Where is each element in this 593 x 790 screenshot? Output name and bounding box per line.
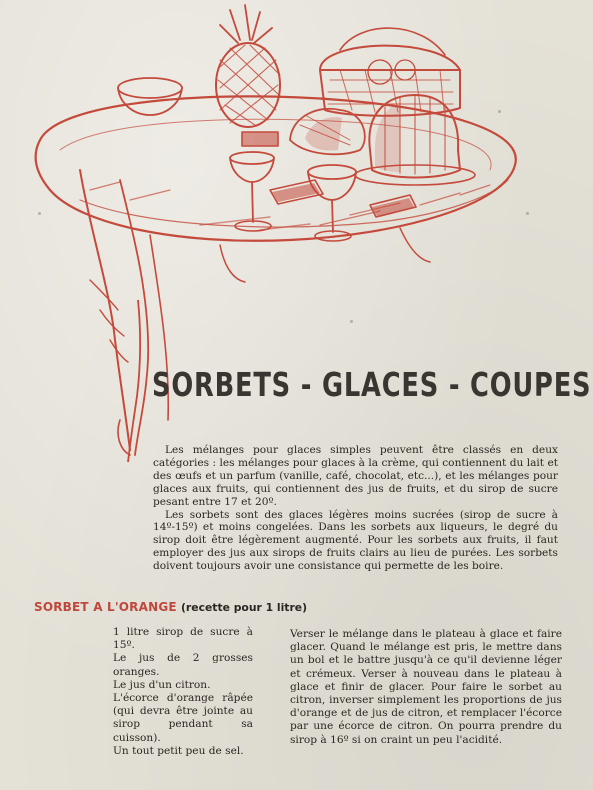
table-cloth-drape bbox=[80, 170, 130, 450]
ingredient-item: Le jus d'un citron. bbox=[113, 678, 211, 691]
ingredient-item: Un tout petit peu de sel. bbox=[113, 744, 244, 757]
recipe-heading bbox=[34, 600, 307, 614]
paper-speck bbox=[498, 110, 501, 113]
ingredient-item: 1 litre sirop de sucre à 15º. bbox=[113, 626, 253, 652]
serving-bowl bbox=[118, 78, 182, 98]
ingredient-item: L'écorce d'orange râpée (qui devra être jointe au sirop pendant sa cuisson). bbox=[113, 692, 253, 744]
page-title: SORBETS - GLACES - COUPES bbox=[152, 365, 592, 404]
intro-paragraph: Les mélanges pour glaces simples peuvent être classés en deux catégories : les mélanges pour glaces à la crème, qui contiennent du lait et des œufs et un parfum (vanille, café, chocolat, etc...), et les mélanges pour glaces aux fruits, qui contiennent des jus de fruits, et du sirop de sucre pesant entre 17 et 20º. bbox=[153, 444, 558, 508]
intro-paragraph: Les sorbets sont des glaces légères moins sucrées (sirop de sucre à 14º-15º) et moins congelées. Dans les sorbets aux liqueurs, le degré du sirop doit être légèrement augmenté. Pour les sorbets aux fruits, il faut employer des jus aux sirops de fruits clairs au lieu de purées. Les sorbets doivent toujours avoir une consistance qui permette de les boire. bbox=[153, 508, 558, 573]
paper-speck bbox=[526, 212, 529, 215]
paper-speck bbox=[350, 320, 353, 323]
coupe-glass-right bbox=[308, 165, 356, 241]
fruit-basket-drawing bbox=[320, 28, 460, 116]
intro-text bbox=[153, 444, 558, 573]
paper-speck bbox=[38, 212, 41, 215]
ingredient-item: Le jus de 2 grosses oranges. bbox=[113, 652, 253, 678]
pineapple-drawing bbox=[216, 5, 280, 127]
recipe-method: Verser le mélange dans le plateau à glace et faire glacer. Quand le mélange est pris, le mettre dans un bol et le battre jusqu'à ce qu'il devienne léger et crémeux. Verser à nouveau dans le plateau à glace et finir de glacer. Pour faire le sorbet au citron, inverser simplement les proportions de jus d'orange et de jus de citron, et remplacer l'écorce par une écorce de citron. On pourra prendre du sirop à 16º si on craint un peu l'acidité. bbox=[290, 628, 562, 746]
recipe-yield: (recette pour 1 litre) bbox=[180, 601, 308, 614]
ingredient-list bbox=[113, 626, 253, 758]
table-top-outline bbox=[36, 96, 516, 240]
recipe-title: SORBET A L'ORANGE bbox=[34, 600, 177, 614]
